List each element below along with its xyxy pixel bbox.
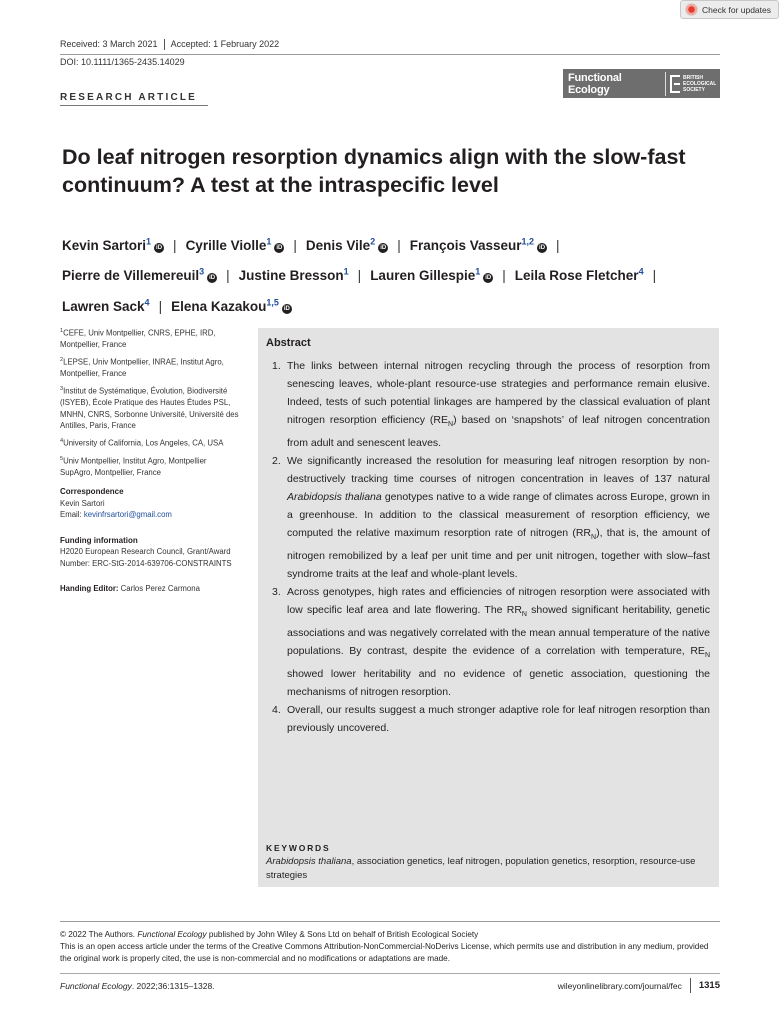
correspondence-email-line [60,509,240,521]
author-separator: | [502,268,506,283]
author [306,238,388,253]
citation-text: . 2022;36:1315–1328. [131,981,215,991]
keyword-rest: , association genetics, leaf nitrogen, population genetics, resorption, resource-use strategies [266,856,696,881]
abstract-item-text: Overall, our results suggest a much stronger adaptive role for leaf nitrogen resorption than previously uncovered. [287,704,710,735]
author [62,238,164,253]
author-separator: | [556,237,560,253]
copyright-journal: Functional Ecology [137,930,207,939]
footer-divider [690,978,691,993]
copyright-line [60,929,720,941]
affiliation-sup: 2 [60,357,64,364]
journal-name: Functional Ecology [568,71,622,96]
affiliation-sup: 3 [60,386,64,393]
funding-text: H2020 European Research Council, Grant/Award Number: ERC-StG-2014-639706-CONSTRAINTS [60,547,232,568]
keywords-heading: KEYWORDS [266,843,331,853]
orcid-icon[interactable]: iD [380,244,387,251]
orcid-icon[interactable]: iD [209,275,216,281]
affiliation-text: Univ Montpellier, Institut Agro, Montpellier SupAgro, Montpellier, France [60,456,207,477]
author-name: Lawren Sack [62,298,145,314]
affiliation-sup: 1 [60,328,64,334]
article-title: Do leaf nitrogen resorption dynamics align with the slow-fast continuum? A test at the intraspecific level [62,145,686,197]
author [370,268,493,283]
keyword-italic: Arabidopsis thaliana [266,856,352,867]
affiliation [60,384,240,432]
dates-line [60,39,279,50]
affiliation-text: University of California, Los Angeles, CA, USA [63,438,224,448]
orcid-icon[interactable]: iD [539,244,546,251]
orcid-icon[interactable]: iD [276,244,283,251]
journal-url[interactable]: wileyonlinelibrary.com/journal/fec [557,980,682,991]
orcid-icon[interactable]: iD [156,244,163,251]
abstract-item [272,357,710,452]
society-line: ECOLOGICAL [683,80,717,87]
license-text: This is an open access article under the terms of the Creative Commons Attribution-NonCommercial-NoDerivs License, which permits use and distribution in any medium, provided the original work is properly cited, the use is non-commercial and no modifications or adaptations are made. [60,942,709,963]
abstract-item [272,452,710,583]
author-name: Elena Kazakou [171,298,267,314]
crossmark-icon [685,3,698,16]
bes-logo-icon [670,75,680,93]
affiliation-list [60,326,240,478]
copyright-suffix: published by John Wiley & Sons Ltd on behalf of British Ecological Society [206,930,479,939]
page-footer-right [558,978,720,993]
author-separator: | [226,268,230,283]
author-affiliation-sup: 1 [343,266,349,277]
correspondence-heading: Correspondence [60,487,124,497]
author-affiliation-sup: 4 [144,297,150,307]
affiliation-text: CEFE, Univ Montpellier, CNRS, EPHE, IRD, Montpellier, France [60,328,216,350]
affiliation [60,355,240,380]
badge-divider [665,72,666,96]
author-affiliation-sup: 1 [475,266,481,277]
funding-heading: Funding information [60,535,138,545]
citation-journal: Functional Ecology [60,981,132,991]
author-separator: | [293,237,297,253]
affiliation-text: Institut de Systématique, Évolution, Biodiversité (ISYEB), École Pratique des Hautes Études PSL, MNHN, CNRS, Sorbonne Université, Université des Antilles, Paris, France [60,386,239,431]
society-line: BRITISH [683,74,703,81]
society-name [683,75,716,93]
abstract-item-text: Across genotypes, high rates and efficiencies of nitrogen resorption were associated with low specific leaf area and late flowering. The $RR_N$ showed significant heritability, genetic associations and was negatively correlated with the mean annual temperature of the native populations. By contrast, despite the evidence of a correlation with temperature, $RE_N$ showed lower heritability and no evidence of genetic association, questioning the mechanisms of nitrogen resorption. [287,586,710,699]
header-rule [60,54,720,55]
author [186,238,285,253]
received-date: Received: 3 March 2021 [60,39,158,49]
author [171,299,292,314]
affiliation [60,454,240,479]
footer-rule [60,921,720,922]
handling-editor-label: Handing Editor: [60,584,121,594]
author-name: Denis Vile [305,237,371,253]
doi: DOI: 10.1111/1365-2435.14029 [60,57,185,67]
correspondence-name: Kevin Sartori [60,498,105,508]
abstract-item-number: 4. [272,704,281,717]
handling-editor-name: Carlos Perez Carmona [120,584,200,594]
bottom-rule [60,973,720,974]
author-affiliation-sup: 1 [266,236,272,246]
author-affiliation-sup: 3 [199,266,205,277]
check-for-updates-label: Check for updates [702,4,771,15]
author-separator: | [173,237,177,253]
abstract-item-number: 1. [272,360,281,372]
article-type-rule [60,105,208,106]
keywords-text [266,855,706,882]
author-affiliation-sup: 4 [638,266,644,277]
copyright-prefix: © 2022 The Authors. [60,930,138,939]
email-link[interactable]: kevinfrsartori@gmail.com [83,510,172,520]
abstract-heading: Abstract [266,337,311,349]
abstract-item-text: The links between internal nitrogen recycling through the process of resorption from senescing leaves, whole-plant resource-use strategies and performance remain elusive. Indeed, tests of such potential linkages are hampered by the classical evaluation of plant nitrogen resorption efficiency $(RE_N)$ based on ‘snapshots’ of leaf nitrogen concentration from adult and senescent leaves. [287,360,710,450]
affiliation [60,326,240,351]
author-affiliation-sup: 1,2 [521,236,535,246]
abstract-item [272,701,710,737]
abstract-item [272,583,710,701]
author [515,268,644,283]
author [410,238,547,253]
affiliation-text: LEPSE, Univ Montpellier, INRAE, Institut Agro, Montpellier, France [60,357,224,379]
author-separator: | [652,268,657,283]
journal-badge [563,69,720,98]
author-name: Leila Rose Fletcher [514,268,639,283]
article-type: RESEARCH ARTICLE [60,92,198,103]
author-separator: | [397,237,401,253]
affiliation [60,436,240,449]
abstract-item-number: 3. [272,586,281,599]
orcid-icon[interactable]: iD [485,275,492,281]
page-number: 1315 [698,980,720,991]
author-separator: | [158,298,163,314]
author-affiliation-sup: 2 [370,236,376,246]
society-line: SOCIETY [683,86,705,93]
author-name: François Vasseur [409,237,522,253]
author-separator: | [357,268,362,283]
author-affiliation-sup: 1,5 [266,297,279,307]
author [62,299,150,314]
abstract-list [272,357,710,737]
check-for-updates-button[interactable] [680,0,779,19]
affiliation-sup: 5 [60,455,64,462]
author-name: Pierre de Villemereuil [62,268,200,283]
author [239,268,349,283]
handling-editor-line [60,583,240,595]
author-affiliation-sup: 1 [146,236,152,246]
author-name: Kevin Sartori [62,237,147,253]
author-name: Lauren Gillespie [370,268,476,283]
abstract-item-number: 2. [272,455,281,468]
author-name: Justine Bresson [238,268,344,283]
affiliation-sup: 4 [60,438,64,445]
abstract-item-text: We significantly increased the resolution for measuring leaf nitrogen resorption by non-destructively tracking time courses of nitrogen concentration in leaves of 137 natural Arabidopsis thaliana genotypes native to a wide range of climates across Europe, grown in a greenhouse. In addition to the classical measurement of resorption efficiency, we computed the relative maximum resorption rate of nitrogen $(RR_N)$, that is, the amount of nitrogen remobilized by a leaf per unit time and per unit nitrogen, together with slow–fast syndrome traits at the leaf and whole-plant levels. [287,455,711,581]
author [62,268,217,283]
author-list [62,228,732,320]
author-name: Cyrille Violle [185,237,267,253]
accepted-date: Accepted: 1 February 2022 [170,39,280,49]
header-divider [164,39,165,50]
side-column [60,326,240,595]
citation-line [60,981,215,991]
license-block [60,929,720,965]
email-label: Email: [60,510,84,520]
orcid-icon[interactable]: iD [283,305,290,312]
